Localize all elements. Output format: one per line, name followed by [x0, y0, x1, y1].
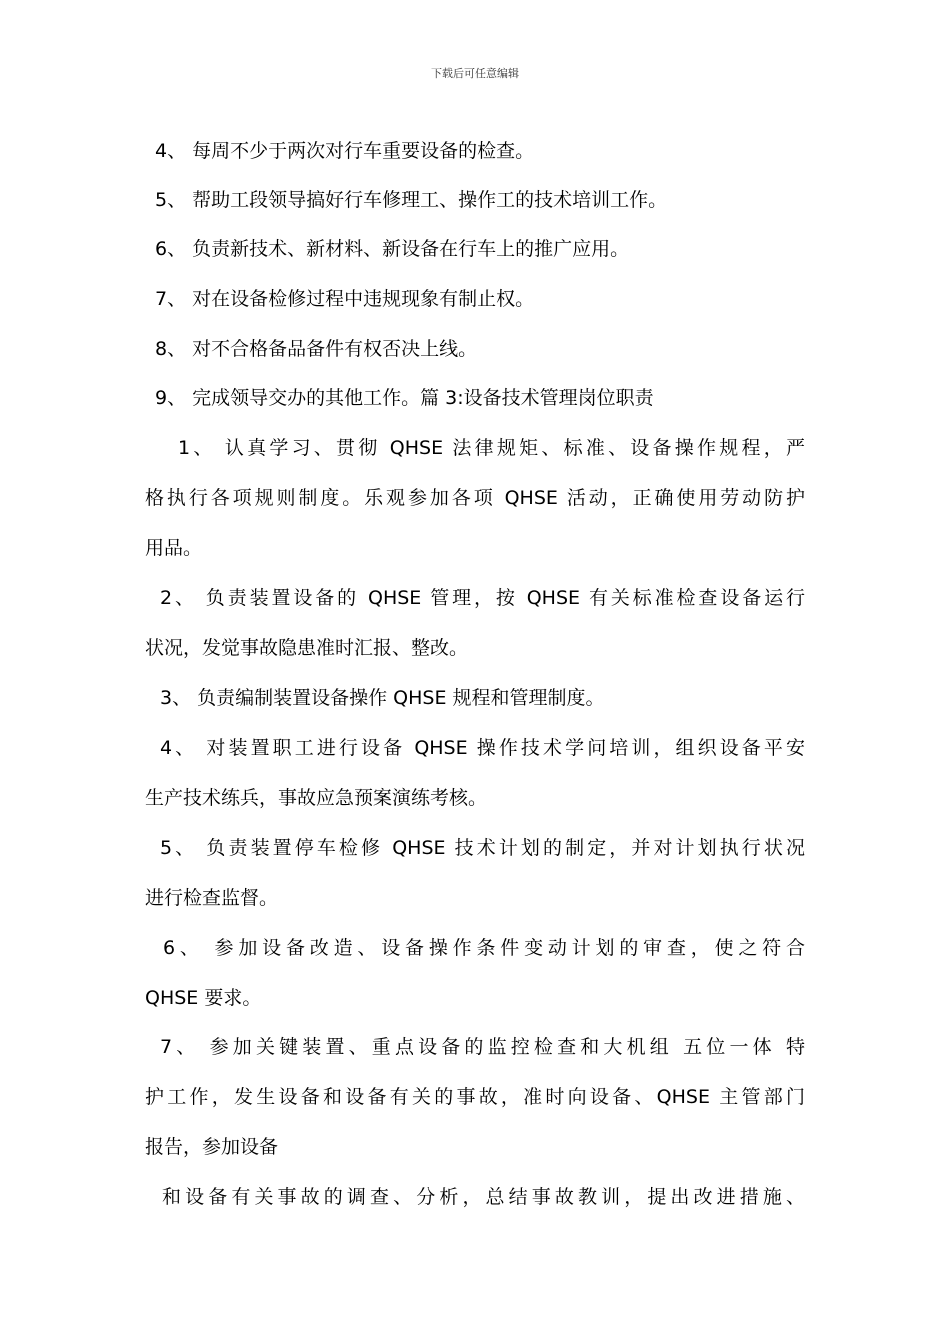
list-item: 5、 帮助工段领导搞好行车修理工、操作工的技术培训工作。: [155, 189, 668, 211]
paragraph-line: 进行检查监督。: [145, 887, 279, 909]
paragraph-line: 7、 参加关键装置、重点设备的监控检查和大机组 五位一体 特: [160, 1036, 805, 1058]
paragraph-line: 格执行各项规则制度。乐观参加各项 QHSE 活动，正确使用劳动防护: [145, 487, 805, 509]
paragraph-line: 护工作，发生设备和设备有关的事故，准时向设备、QHSE 主管部门: [145, 1086, 805, 1108]
paragraph-line: 1、 认真学习、贯彻 QHSE 法律规矩、标准、设备操作规程，严: [178, 437, 805, 459]
paragraph-line: 状况，发觉事故隐患准时汇报、整改。: [145, 637, 469, 659]
paragraph-line: 4、 对装置职工进行设备 QHSE 操作技术学问培训，组织设备平安: [160, 737, 805, 759]
paragraph-line: 报告，参加设备: [145, 1136, 279, 1158]
paragraph-line: 3、 负责编制装置设备操作 QHSE 规程和管理制度。: [160, 687, 605, 709]
paragraph-line: 用品。: [145, 537, 203, 559]
list-item: 6、 负责新技术、新材料、新设备在行车上的推广应用。: [155, 238, 630, 260]
paragraph-line: 5、 负责装置停车检修 QHSE 技术计划的制定，并对计划执行状况: [160, 837, 805, 859]
page-header: 下载后可任意编辑: [431, 67, 519, 80]
list-item: 4、 每周不少于两次对行车重要设备的检查。: [155, 140, 535, 162]
list-item: 8、 对不合格备品备件有权否决上线。: [155, 338, 478, 360]
paragraph-line: 6、 参加设备改造、设备操作条件变动计划的审查，使之符合: [163, 937, 805, 959]
list-item: 9、 完成领导交办的其他工作。篇 3:设备技术管理岗位职责: [155, 387, 654, 409]
paragraph-line: QHSE 要求。: [145, 987, 262, 1009]
list-item: 7、 对在设备检修过程中违规现象有制止权。: [155, 288, 535, 310]
paragraph-line: 2、 负责装置设备的 QHSE 管理，按 QHSE 有关标准检查设备运行: [160, 587, 805, 609]
paragraph-line: 生产技术练兵，事故应急预案演练考核。: [145, 787, 488, 809]
paragraph-line: 和设备有关事故的调查、分析，总结事故教训，提出改进措施、: [162, 1186, 805, 1208]
